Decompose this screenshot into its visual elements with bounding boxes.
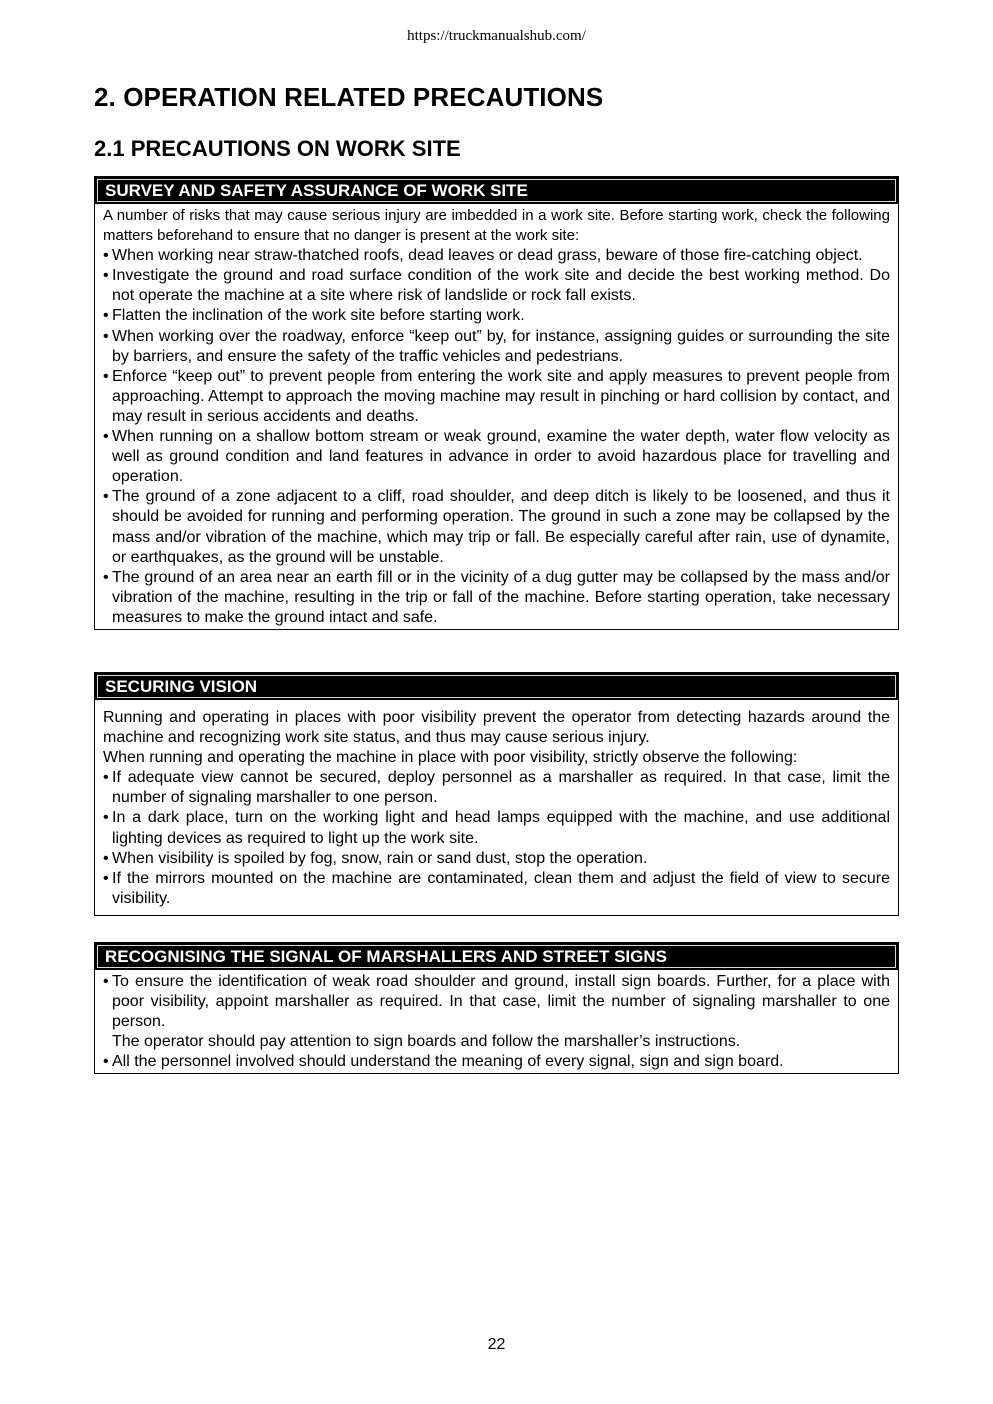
- list-item: • Investigate the ground and road surface condition of the work site and decide the best working method. Do not operate the machine at a site where risk of landslide or rock fall exists.: [103, 266, 890, 306]
- source-url[interactable]: https://truckmanualshub.com/: [407, 28, 586, 44]
- list-item-note: The operator should pay attention to sign boards and follow the marshaller’s instructions.: [112, 1033, 741, 1051]
- section-body: [95, 970, 898, 1073]
- list-item: • When working near straw-thatched roofs, dead leaves or dead grass, beware of those fire-catching object.: [103, 246, 890, 266]
- section-box-signals: [94, 942, 899, 1074]
- list-item: • When visibility is spoiled by fog, snow, rain or sand dust, stop the operation.: [103, 849, 890, 869]
- section-heading-bar: [95, 673, 898, 700]
- section-box-vision: [94, 672, 899, 916]
- list-item: • Enforce “keep out” to prevent people from entering the work site and apply measures to prevent people from approaching. Attempt to approach the moving machine may result in pinching or hard collision by contact, and may result in serious accidents and deaths.: [103, 367, 890, 427]
- bullet-list: [103, 768, 890, 909]
- intro-paragraph: A number of risks that may cause serious injury are imbedded in a work site. Before starting work, check the following matters beforehand to ensure that no danger is present at the work site:: [103, 207, 890, 245]
- section-heading: SURVEY AND SAFETY ASSURANCE OF WORK SITE: [97, 179, 896, 202]
- section-body: [95, 204, 898, 629]
- list-item: • The ground of a zone adjacent to a cliff, road shoulder, and deep ditch is likely to be loosened, and thus it should be avoided for running and performing operation. The ground in such a zone may be collapsed by the mass and/or vibration of the machine, which may trip or fall. Be especially careful after rain, use of dynamite, or earthquakes, as the ground will be unstable.: [103, 487, 890, 567]
- list-item: • In a dark place, turn on the working light and head lamps equipped with the machine, and use additional lighting devices as required to light up the work site.: [103, 808, 890, 848]
- list-item: • If the mirrors mounted on the machine are contaminated, clean them and adjust the field of view to secure visibility.: [103, 869, 890, 909]
- section-heading: SECURING VISION: [97, 675, 896, 698]
- section-heading: RECOGNISING THE SIGNAL OF MARSHALLERS AND STREET SIGNS: [97, 945, 896, 968]
- section-subtitle: 2.1 PRECAUTIONS ON WORK SITE: [94, 136, 461, 161]
- list-item: • Flatten the inclination of the work site before starting work.: [103, 306, 890, 326]
- section-heading-bar: [95, 943, 898, 970]
- list-item-text: To ensure the identification of weak road shoulder and ground, install sign boards. Further, for a place with poor visibility, appoint marshaller as required. In that case, limit the number of signaling marshaller to one person.: [112, 973, 890, 1031]
- list-item: • All the personnel involved should understand the meaning of every signal, sign and sign board.: [103, 1052, 890, 1072]
- list-item: • When running on a shallow bottom stream or weak ground, examine the water depth, water flow velocity as well as ground condition and land features in advance in order to avoid hazardous place for travelling and operation.: [103, 427, 890, 487]
- intro-paragraph: Running and operating in places with poor visibility prevent the operator from detecting hazards around the machine and recognizing work site status, and thus may cause serious injury.: [103, 709, 890, 747]
- section-box-survey: [94, 176, 899, 630]
- section-heading-bar: [95, 177, 898, 204]
- list-item: • When working over the roadway, enforce “keep out” by, for instance, assigning guides or surrounding the site by barriers, and ensure the safety of the traffic vehicles and pedestrians.: [103, 327, 890, 367]
- page-number: 22: [487, 1336, 506, 1353]
- list-item: [103, 972, 890, 1052]
- bullet-list: [103, 972, 890, 1072]
- list-item: • If adequate view cannot be secured, deploy personnel as a marshaller as required. In that case, limit the number of signaling marshaller to one person.: [103, 768, 890, 808]
- page-title: 2. OPERATION RELATED PRECAUTIONS: [94, 82, 604, 112]
- list-item: • The ground of an area near an earth fill or in the vicinity of a dug gutter may be collapsed by the mass and/or vibration of the machine, resulting in the trip or fall of the machine. Before starting operation, take necessary measures to make the ground intact and safe.: [103, 568, 890, 628]
- bullet-list: [103, 246, 890, 628]
- section-body: [95, 700, 898, 915]
- intro-paragraph: When running and operating the machine in place with poor visibility, strictly observe the following:: [103, 749, 798, 767]
